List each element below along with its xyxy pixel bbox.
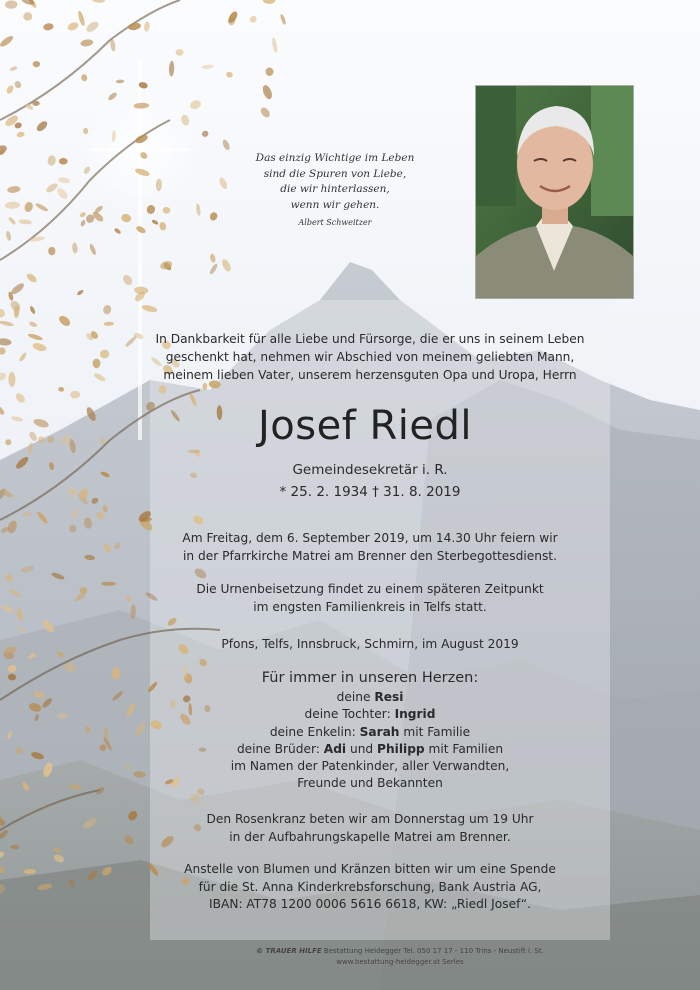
- family-line-relatives: im Namen der Patenkinder, aller Verwandten,: [230, 759, 510, 774]
- family-suffix: mit Familie: [403, 724, 471, 739]
- family-line-wife: [140, 689, 600, 706]
- deceased-name: Josef Riedl: [257, 403, 473, 449]
- quote-line: sind die Spuren von Liebe,: [263, 167, 407, 180]
- urn-line: Die Urnenbeisetzung findet zu einem späteren Zeitpunkt: [196, 582, 544, 596]
- intro-line: geschenkt hat, nehmen wir Abschied von meinem geliebten Mann,: [165, 350, 575, 364]
- deceased-details: [200, 459, 540, 503]
- urn-burial-text: [140, 581, 600, 616]
- intro-line: In Dankbarkeit für alle Liebe und Fürsorge, die er uns in seinem Leben: [155, 332, 585, 346]
- family-prefix: deine Enkelin:: [269, 724, 356, 739]
- portrait-photo: [475, 85, 634, 299]
- family-line-daughter: [140, 706, 600, 723]
- footer-website: www.bestattung-heidegger.at Serles: [336, 958, 464, 966]
- donation-line: für die St. Anna Kinderkrebsforschung, Bank Austria AG,: [198, 879, 542, 894]
- place-date: Pfons, Telfs, Innsbruck, Schmirn, im August 2019: [221, 637, 519, 651]
- family-line-grandchild: [140, 724, 600, 741]
- family-suffix: mit Familien: [428, 741, 504, 756]
- quote-line: die wir hinterlassen,: [280, 183, 390, 195]
- trauerhilfe-logo: © TRAUER HILFE: [256, 947, 322, 955]
- deceased-title: Gemeindesekretär i. R.: [292, 462, 448, 478]
- rosary-line: Den Rosenkranz beten wir am Donnerstag um 19 Uhr: [206, 812, 534, 826]
- intro-line: meinem lieben Vater, unserem herzensguten Opa und Uropa, Herrn: [163, 368, 577, 382]
- service-line: in der Pfarrkirche Matrei am Brenner den Sterbegottesdienst.: [183, 548, 557, 563]
- footer-line-1: [200, 946, 600, 957]
- family-member-name: Resi: [374, 690, 404, 704]
- family-line-friends: Freunde und Bekannten: [297, 776, 443, 791]
- memorial-quote: [230, 151, 440, 231]
- family-member-name: Sarah: [359, 724, 400, 739]
- family-member-name: Adi: [323, 741, 347, 756]
- family-section: [140, 668, 600, 793]
- rosary-text: [140, 811, 600, 846]
- rosary-line: in der Aufbahrungskapelle Matrei am Brenner.: [229, 829, 511, 844]
- donation-line: Anstelle von Blumen und Kränzen bitten wir um eine Spende: [184, 862, 556, 876]
- family-heading: Für immer in unseren Herzen:: [261, 670, 479, 686]
- donation-text: [140, 861, 600, 914]
- quote-line: Das einzig Wichtige im Leben: [255, 152, 415, 164]
- service-line: Am Freitag, dem 6. September 2019, um 14.30 Uhr feiern wir: [182, 531, 558, 545]
- quote-line: wenn wir gehen.: [290, 198, 380, 211]
- funeral-service-text: [140, 530, 600, 565]
- funeral-home-info: Bestattung Heidegger Tel. 050 17 17 - 110 Trins - Neustift i. St.: [323, 947, 544, 955]
- quote-author: Albert Schweitzer: [298, 218, 372, 227]
- family-prefix: deine Brüder:: [236, 741, 320, 756]
- intro-text: [140, 330, 600, 384]
- urn-line: im engsten Familienkreis in Telfs statt.: [253, 599, 487, 614]
- family-member-name: Philipp: [377, 741, 425, 756]
- footer: [200, 946, 600, 968]
- life-dates: * 25. 2. 1934 † 31. 8. 2019: [279, 484, 461, 500]
- family-line-brothers: [140, 741, 600, 758]
- donation-line: IBAN: AT78 1200 0006 5616 6618, KW: „Riedl Josef“.: [209, 897, 531, 911]
- family-member-name: Ingrid: [394, 707, 436, 722]
- family-prefix: deine Tochter:: [304, 707, 391, 722]
- family-conjunction: und: [349, 741, 374, 756]
- family-prefix: deine: [336, 690, 371, 704]
